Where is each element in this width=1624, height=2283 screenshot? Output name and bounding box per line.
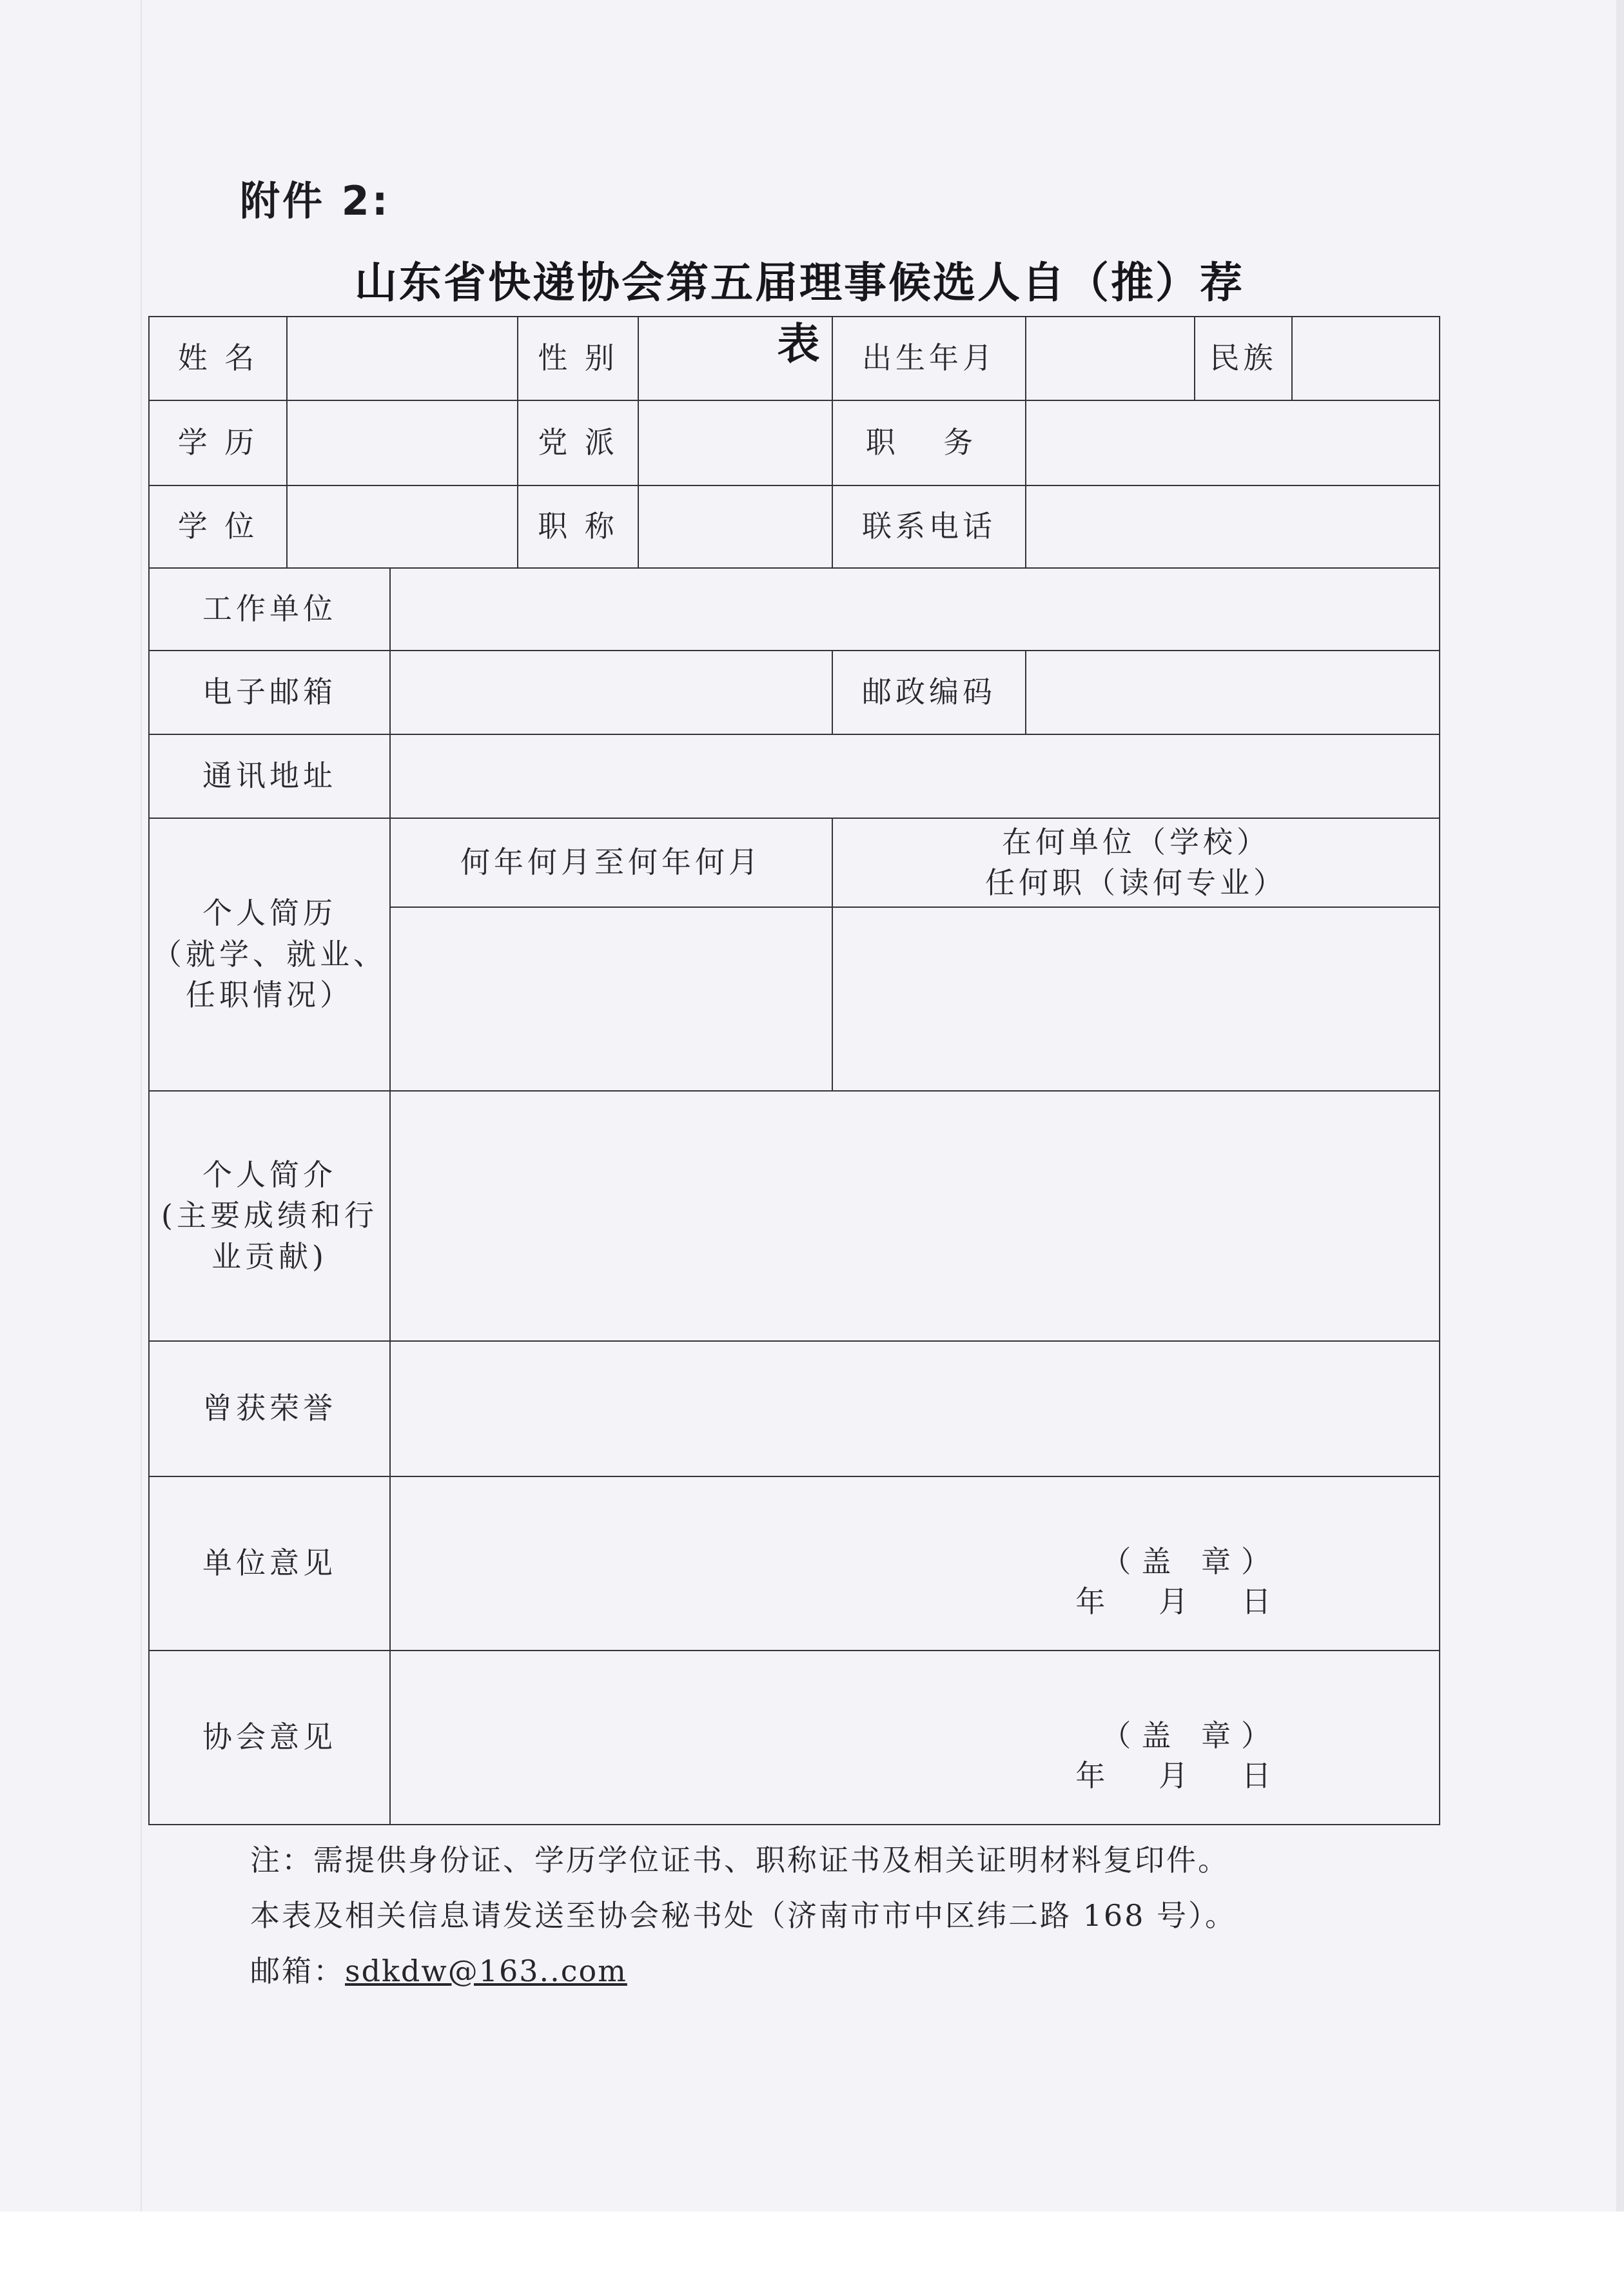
note-email-label: 邮箱： xyxy=(250,1954,345,1988)
address-label: 通讯地址 xyxy=(149,734,390,818)
intro-row xyxy=(149,1091,1440,1341)
unit-opinion-label: 单位意见 xyxy=(149,1476,390,1651)
resume-unit-header xyxy=(832,818,1440,907)
resume-unit-header-line1: 在何单位（学校） xyxy=(1002,824,1270,859)
work-unit-label: 工作单位 xyxy=(149,568,390,651)
address-row xyxy=(149,734,1440,818)
position-field[interactable] xyxy=(1026,400,1440,485)
ethnicity-field[interactable] xyxy=(1292,317,1440,400)
title-field[interactable] xyxy=(638,485,832,568)
email-field[interactable] xyxy=(390,651,832,734)
intro-label-line2: (主要成绩和行 xyxy=(161,1198,378,1233)
education-field[interactable] xyxy=(287,400,518,485)
note-email-line xyxy=(250,1943,1237,1999)
assoc-seal-text: （盖 章） xyxy=(1101,1718,1281,1753)
resume-period-header: 何年何月至何年何月 xyxy=(390,818,832,907)
name-label: 姓 名 xyxy=(149,317,287,400)
gender-field[interactable] xyxy=(638,317,832,400)
note-email-link[interactable]: sdkdw@163..com xyxy=(345,1954,627,1988)
form-title: 山东省快递协会第五届理事候选人自（推）荐表 xyxy=(355,258,1244,369)
assoc-opinion-row xyxy=(149,1651,1440,1825)
title-label: 职 称 xyxy=(518,485,638,568)
work-unit-row xyxy=(149,568,1440,651)
scan-edge xyxy=(1616,0,1624,2211)
email-label: 电子邮箱 xyxy=(149,651,390,734)
basic-row-1 xyxy=(149,317,1440,400)
honors-field[interactable] xyxy=(390,1341,1440,1476)
name-field[interactable] xyxy=(287,317,518,400)
postcode-label: 邮政编码 xyxy=(832,651,1026,734)
birth-label: 出生年月 xyxy=(832,317,1026,400)
unit-seal-date: 年 月 日 xyxy=(1075,1583,1274,1619)
resume-period-field[interactable] xyxy=(390,907,832,1091)
gender-label: 性 别 xyxy=(518,317,638,400)
work-unit-field[interactable] xyxy=(390,568,1440,651)
degree-field[interactable] xyxy=(287,485,518,568)
unit-seal-text: （盖 章） xyxy=(1101,1543,1281,1579)
ethnicity-label: 民族 xyxy=(1195,317,1292,400)
postcode-field[interactable] xyxy=(1026,651,1440,734)
basic-row-3 xyxy=(149,485,1440,568)
honors-row xyxy=(149,1341,1440,1476)
application-form-grid xyxy=(148,316,1440,1825)
scan-fold-line xyxy=(141,0,142,2211)
attachment-label: 附件 2: xyxy=(240,177,391,224)
basic-row-2 xyxy=(149,400,1440,485)
email-row xyxy=(149,651,1440,734)
birth-field[interactable] xyxy=(1026,317,1195,400)
note-line-2: 本表及相关信息请发送至协会秘书处（济南市市中区纬二路 168 号）。 xyxy=(250,1898,1237,1933)
resume-unit-header-line2: 任何职（读何专业） xyxy=(985,865,1287,900)
phone-label: 联系电话 xyxy=(832,485,1026,568)
form-notes xyxy=(250,1832,1237,1999)
address-field[interactable] xyxy=(390,734,1440,818)
unit-opinion-seal xyxy=(1075,1542,1281,1622)
resume-label xyxy=(149,818,390,1091)
unit-opinion-row xyxy=(149,1476,1440,1651)
phone-field[interactable] xyxy=(1026,485,1440,568)
resume-header-row xyxy=(149,818,1440,907)
intro-label-line1: 个人简介 xyxy=(202,1157,337,1192)
assoc-opinion-label: 协会意见 xyxy=(149,1651,390,1825)
unit-opinion-field[interactable] xyxy=(390,1476,1440,1651)
resume-label-line3: 任职情况） xyxy=(186,977,353,1013)
education-label: 学 历 xyxy=(149,400,287,485)
note-line-1: 注：需提供身份证、学历学位证书、职称证书及相关证明材料复印件。 xyxy=(250,1843,1229,1877)
honors-label: 曾获荣誉 xyxy=(149,1341,390,1476)
resume-label-line2: （就学、就业、 xyxy=(152,936,387,972)
intro-field[interactable] xyxy=(390,1091,1440,1341)
party-field[interactable] xyxy=(638,400,832,485)
position-label: 职 务 xyxy=(832,400,1026,485)
resume-unit-field[interactable] xyxy=(832,907,1440,1091)
assoc-opinion-seal xyxy=(1075,1716,1281,1796)
degree-label: 学 位 xyxy=(149,485,287,568)
assoc-opinion-field[interactable] xyxy=(390,1651,1440,1825)
assoc-seal-date: 年 月 日 xyxy=(1075,1758,1274,1793)
intro-label xyxy=(149,1091,390,1341)
intro-label-line3: 业贡献) xyxy=(211,1239,328,1274)
resume-label-line1: 个人简历 xyxy=(202,896,337,931)
party-label: 党 派 xyxy=(518,400,638,485)
